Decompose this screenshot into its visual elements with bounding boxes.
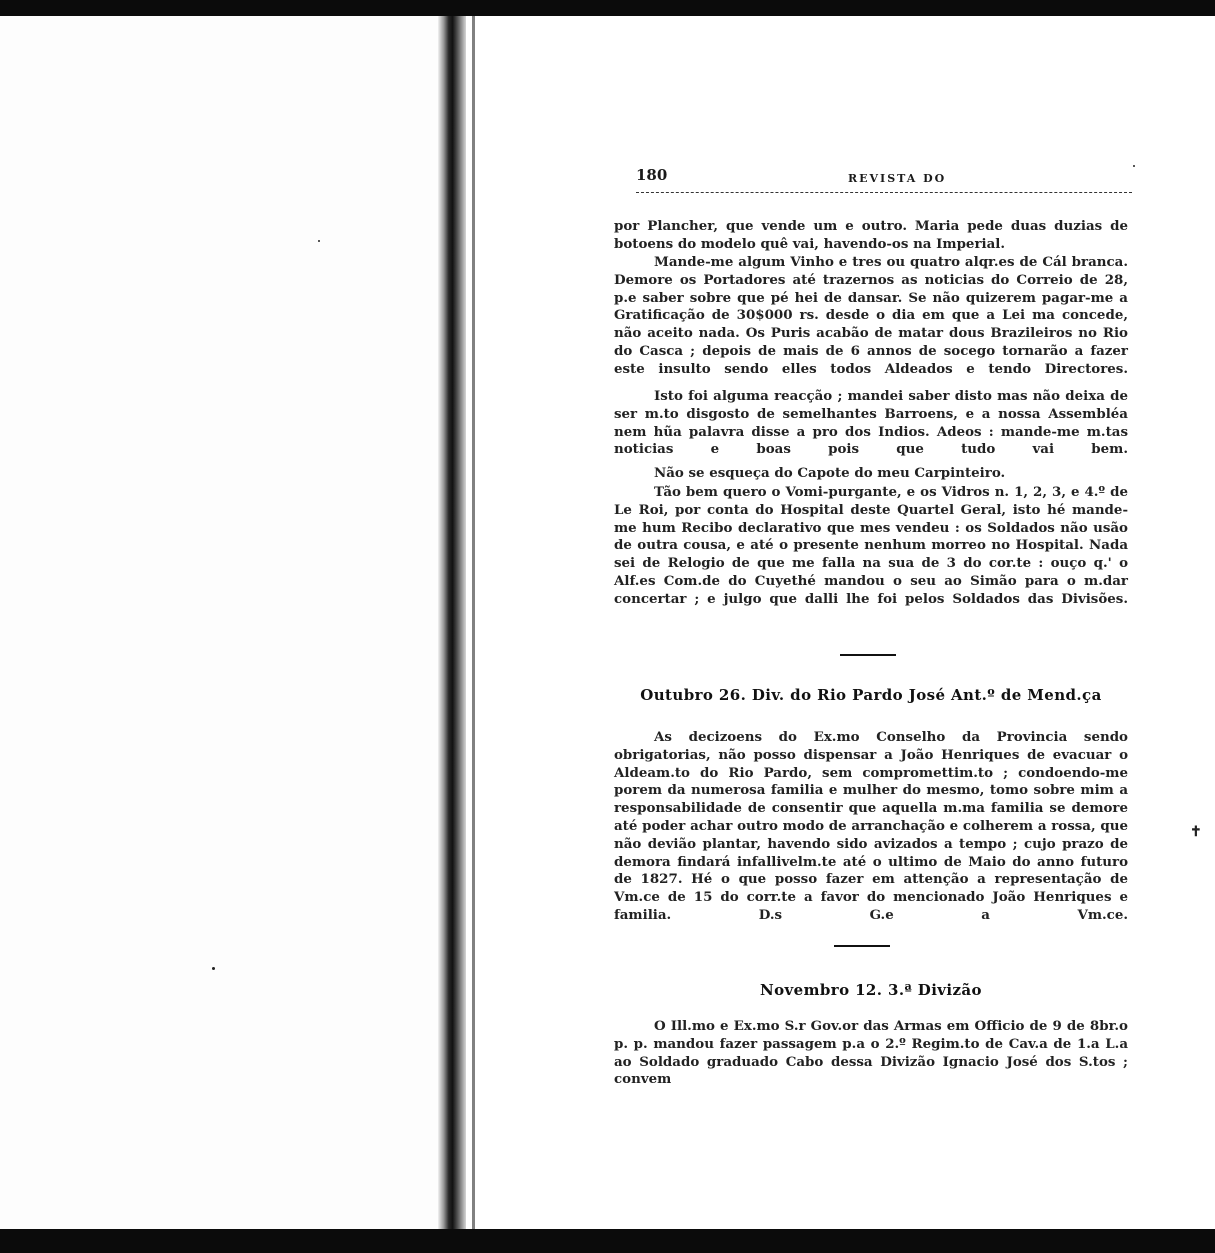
letter-paragraph-reaction: Isto foi alguma reacção ; mandei saber disto mas não deixa de ser m.to disgosto de semelhantes Barroens, e a nossa Assembléa nem hũa palavra disse a pro dos Indios. Adeos : mande-me m.tas noticias e boas pois que tudo vai bem.	[614, 388, 1128, 458]
scan-speck	[212, 967, 215, 970]
letter-paragraph-capote: Não se esqueça do Capote do meu Carpinteiro.	[654, 465, 1006, 481]
letter-paragraph-wine: Mande-me algum Vinho e tres ou quatro alqr.es de Cál branca. Demore os Portadores até trazernos as noticias do Correio de 28, p.e saber sobre que pé hei de dansar. Se não quizerem pagar-me a Gratificação de 30$000 rs. desde o dia em que a Lei ma concede, não aceito nada. Os Puris acabão de matar dous Brazileiros no Rio do Casca ; depois de mais de 6 annos de socego tornarão a fazer este insulto sendo elles todos Aldeados e tendo Directores.	[614, 254, 1128, 377]
section-separator	[840, 654, 896, 656]
left-blank-page	[0, 16, 440, 1229]
letter-line-1: por Plancher, que vende um e outro. Maria pede duas duzias de	[614, 218, 1128, 234]
section-separator	[834, 945, 890, 947]
gutter-shadow-line	[472, 16, 475, 1229]
scan-border-bottom	[0, 1229, 1215, 1253]
section-heading-novembro: Novembro 12. 3.ª Divizão	[760, 981, 982, 999]
page-number: 180	[636, 166, 668, 184]
margin-cross-icon: ✝	[1190, 824, 1202, 840]
letter-line-2: botoens do modelo quê vai, havendo-os na Imperial.	[614, 236, 1006, 252]
book-gutter	[438, 16, 466, 1229]
scan-border-top	[0, 0, 1215, 16]
header-rule	[636, 192, 1132, 193]
running-title: REVISTA DO	[848, 172, 947, 185]
section-body-novembro: O Ill.mo e Ex.mo S.r Gov.or das Armas em Officio de 9 de 8br.o p. p. mandou fazer passagem p.a o 2.º Regim.to de Cav.a de 1.a L.a ao Soldado graduado Cabo dessa Divizão Ignacio José dos S.tos ; convem	[614, 1018, 1128, 1088]
section-body-outubro: As decizoens do Ex.mo Conselho da Provincia sendo obrigatorias, não posso dispensar a João Henriques de evacuar o Aldeam.to do Rio Pardo, sem compromettim.to ; condoendo-me porem da numerosa familia e mulher do mesmo, tomo sobre mim a responsabilidade de consentir que aquella m.ma familia se demore até poder achar outro modo de arranchação e colherem a rossa, que não devião plantar, havendo sido avizados a tempo ; cujo prazo de demora findará infallivelm.te até o ultimo de Maio do anno futuro de 1827. Hé o que posso fazer em attenção a representação de Vm.ce de 15 do corr.te a favor do mencionado João Henriques e familia. D.s G.e a Vm.ce.	[614, 729, 1128, 923]
scan-speck	[318, 240, 320, 242]
running-header	[636, 166, 1132, 196]
section-heading-outubro: Outubro 26. Div. do Rio Pardo José Ant.º de Mend.ça	[640, 686, 1102, 704]
letter-paragraph-hospital: Tão bem quero o Vomi-purgante, e os Vidros n. 1, 2, 3, e 4.º de Le Roi, por conta do Hospital deste Quartel Geral, isto hé mande-me hum Recibo declarativo que mes vendeu : os Soldados não usão de outra cousa, e até o presente nenhum morreo no Hospital. Nada sei de Relogio de que me falla na sua de 3 do cor.te : ouço q.' o Alf.es Com.de do Cuyethé mandou o seu ao Simão para o m.dar concertar ; e julgo que dalli lhe foi pelos Soldados das Divisões.	[614, 484, 1128, 607]
